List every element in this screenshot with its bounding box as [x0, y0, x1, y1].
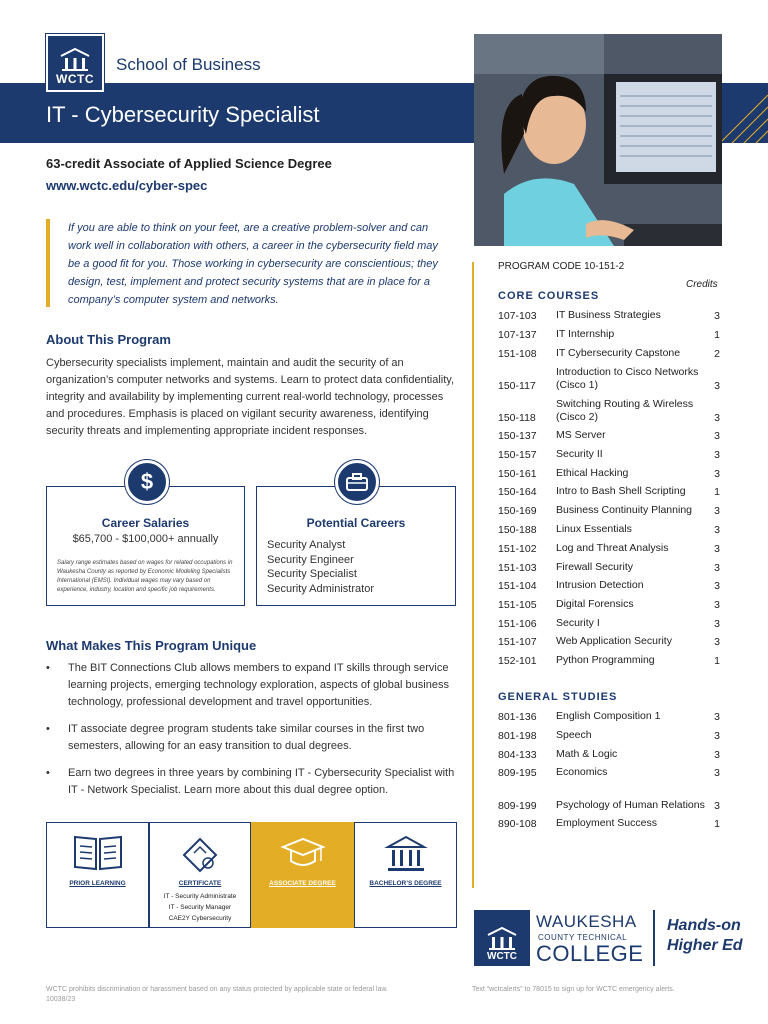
list-item: • The BIT Connections Club allows members to expand IT skills through service learning projects, emerging technology exploration, aspects of global business technology, professional development and travel opportunities. — [46, 660, 456, 711]
course-name: Business Continuity Planning — [556, 504, 692, 516]
course-row — [498, 728, 720, 742]
pathway-prior-learning[interactable] — [46, 822, 149, 928]
course-credits: 3 — [714, 430, 720, 442]
course-row — [498, 578, 720, 592]
page-title: IT - Cybersecurity Specialist — [46, 102, 320, 127]
course-row — [498, 634, 720, 648]
course-name: Psychology of Human Relations — [556, 799, 705, 811]
course-code: 151-103 — [498, 562, 537, 574]
course-code: 152-101 — [498, 655, 537, 667]
unique-heading: What Makes This Program Unique — [46, 638, 257, 653]
course-credits: 3 — [714, 749, 720, 761]
student-photo — [474, 34, 722, 246]
course-code: 809-199 — [498, 800, 537, 812]
pathway-bachelors-degree[interactable] — [354, 822, 457, 928]
course-row — [498, 709, 720, 723]
course-name: Introduction to Cisco Networks (Cisco 1) — [556, 366, 699, 391]
course-code: 150-161 — [498, 468, 537, 480]
course-name: Linux Essentials — [556, 523, 632, 535]
course-row — [498, 747, 720, 761]
course-credits: 3 — [714, 310, 720, 322]
salary-footnote: Salary range estimates based on wages for related occupations in Waukesha County as reported by Economic Modeling Specialists International (EMSI). Individual wages may vary based on experience, industry, location and specific job requirements. — [57, 560, 233, 593]
course-code: 150-157 — [498, 449, 537, 461]
dollar-icon: $ — [125, 460, 169, 504]
course-credits: 3 — [714, 543, 720, 555]
career-item: Security Engineer — [267, 553, 354, 566]
salaries-title: Career Salaries — [101, 516, 190, 530]
course-name: Log and Threat Analysis — [556, 542, 669, 554]
building-icon — [485, 925, 519, 951]
course-name: Switching Routing & Wireless (Cisco 2) — [556, 398, 694, 423]
college-name-line1: WAUKESHA — [536, 912, 637, 931]
logo-text: WCTC — [487, 951, 517, 962]
course-name: English Composition 1 — [556, 710, 661, 722]
course-code: 151-107 — [498, 636, 537, 648]
course-row — [498, 327, 720, 341]
course-name: Employment Success — [556, 817, 657, 829]
course-row — [498, 541, 720, 555]
course-name: Math & Logic — [556, 748, 618, 760]
course-row — [498, 616, 720, 630]
general-studies-heading: GENERAL STUDIES — [498, 691, 618, 703]
briefcase-icon — [335, 460, 379, 504]
pathway-certificate[interactable] — [149, 822, 251, 928]
degree-description: 63-credit Associate of Applied Science Degree — [46, 156, 332, 171]
course-row — [498, 447, 720, 461]
program-url-link[interactable]: www.wctc.edu/cyber-spec — [46, 178, 208, 193]
course-credits: 3 — [714, 636, 720, 648]
course-code: 150-169 — [498, 505, 537, 517]
course-code: 801-136 — [498, 711, 537, 723]
course-credits: 3 — [714, 562, 720, 574]
course-code: 150-137 — [498, 430, 537, 442]
course-credits: 3 — [714, 412, 720, 424]
course-name: MS Server — [556, 429, 606, 441]
pathway-label: PRIOR LEARNING — [69, 880, 126, 887]
about-text: Cybersecurity specialists implement, maintain and audit the security of an organization’s computer networks and systems. Learn to protect data confidentiality, integrity and availability by implementing current real-world technology, processes and procedures. Emphasis is placed on vigilant security awareness, identifying security threats and implementing appropriate incident responses. — [46, 357, 455, 437]
course-code: 151-105 — [498, 599, 537, 611]
list-item: • Earn two degrees in three years by combining IT - Cybersecurity Specialist with IT - Network Specialist. Learn more about this dual degree option. — [46, 765, 456, 799]
course-name: Python Programming — [556, 654, 655, 666]
list-item: • IT associate degree program students take similar courses in the first two semesters, allowing for an easy transition to dual degrees. — [46, 721, 456, 755]
course-row — [498, 784, 720, 812]
course-name: Web Application Security — [556, 635, 672, 647]
credits-header: Credits — [686, 279, 718, 290]
course-credits: 1 — [714, 818, 720, 830]
course-code: 151-106 — [498, 618, 537, 630]
course-row — [498, 365, 720, 392]
tagline-line1: Hands-on — [667, 917, 741, 934]
intro-quote: If you are able to think on your feet, are a creative problem-solver and can work well in collaboration with others, a career in the cybersecurity field may be a good fit for you. Those working in cybersecurity are conscientious; they design, test, implement and protect security systems that are in place for a company’s computer system and networks. — [68, 222, 438, 306]
course-credits: 3 — [714, 580, 720, 592]
course-row — [498, 560, 720, 574]
course-code: 150-117 — [498, 380, 536, 392]
graduation-cap-icon — [279, 833, 327, 873]
pathway-label: CERTIFICATE — [178, 880, 222, 887]
course-code: 151-102 — [498, 543, 537, 555]
certificate-item: IT - Security Administrate — [163, 893, 237, 900]
tagline-line2: Higher Ed — [667, 937, 743, 954]
course-name: Intrusion Detection — [556, 579, 644, 591]
course-credits: 3 — [714, 800, 720, 812]
course-row — [498, 308, 720, 322]
course-code: 801-198 — [498, 730, 537, 742]
program-code: PROGRAM CODE 10-151-2 — [498, 261, 625, 272]
certificate-item: IT - Security Manager — [168, 904, 232, 911]
course-row — [498, 397, 720, 424]
course-row — [498, 466, 720, 480]
course-row — [498, 653, 720, 667]
certificate-item: CAE2Y Cybersecurity — [168, 915, 232, 922]
college-name-line3: COLLEGE — [536, 941, 644, 966]
course-credits: 3 — [714, 599, 720, 611]
course-row — [498, 816, 720, 830]
course-row — [498, 428, 720, 442]
course-name: Economics — [556, 766, 608, 778]
potential-careers-card — [256, 486, 456, 606]
certificate-icon — [178, 833, 222, 875]
careers-list — [267, 538, 374, 596]
quote-accent — [46, 219, 50, 307]
certificate-list — [150, 891, 250, 924]
course-code: 107-137 — [498, 329, 537, 341]
course-code: 150-118 — [498, 412, 536, 424]
wctc-logo[interactable] — [46, 34, 104, 92]
university-icon — [384, 833, 428, 875]
course-row — [498, 597, 720, 611]
course-credits: 1 — [714, 655, 720, 667]
course-name: IT Cybersecurity Capstone — [556, 347, 681, 359]
course-name: Digital Forensics — [556, 598, 634, 610]
book-icon — [72, 833, 124, 873]
course-credits: 3 — [714, 505, 720, 517]
decorative-stripes — [720, 83, 768, 143]
column-divider — [472, 262, 474, 888]
building-icon — [58, 46, 92, 72]
tagline-divider — [653, 910, 655, 966]
career-item: Security Specialist — [267, 568, 357, 580]
course-name: Security II — [556, 448, 603, 460]
footer-code: 10038/23 — [46, 996, 76, 1003]
career-item: Security Analyst — [267, 539, 346, 551]
course-credits: 1 — [714, 329, 720, 341]
salary-range: $65,700 - $100,000+ annually — [72, 533, 219, 545]
course-credits: 3 — [714, 730, 720, 742]
course-row — [498, 522, 720, 536]
course-name: IT Business Strategies — [556, 309, 661, 321]
course-row — [498, 765, 720, 779]
course-credits: 3 — [714, 767, 720, 779]
footer-disclaimer — [46, 985, 388, 1005]
career-salaries-card — [46, 469, 245, 606]
school-name: School of Business — [116, 55, 261, 74]
course-credits: 3 — [714, 524, 720, 536]
course-credits: 3 — [714, 449, 720, 461]
course-credits: 3 — [714, 711, 720, 723]
course-code: 151-108 — [498, 348, 537, 360]
course-credits: 3 — [714, 468, 720, 480]
course-row — [498, 503, 720, 517]
course-code: 151-104 — [498, 580, 537, 592]
career-item: Security Administrator — [267, 582, 374, 595]
course-name: Ethical Hacking — [556, 467, 629, 479]
tagline — [667, 916, 743, 956]
course-name: Security I — [556, 617, 600, 629]
pathway-associate-degree[interactable] — [251, 822, 354, 928]
course-credits: 3 — [714, 380, 720, 392]
college-name-line2: COUNTY TECHNICAL — [538, 933, 628, 942]
footer-text: WCTC prohibits discrimination or harassment based on any status protected by applicable state or federal law. — [46, 986, 389, 993]
about-heading: About This Program — [46, 332, 171, 347]
course-name: Firewall Security — [556, 561, 634, 573]
course-code: 809-195 — [498, 767, 537, 779]
course-code: 107-103 — [498, 310, 537, 322]
college-logo[interactable] — [474, 910, 530, 966]
careers-title: Potential Careers — [306, 516, 406, 530]
footer-alerts: Text “wctcalerts” to 78015 to sign up for WCTC emergency alerts. — [472, 986, 675, 993]
course-row — [498, 484, 720, 498]
course-code: 890-108 — [498, 818, 537, 830]
course-credits: 1 — [714, 486, 720, 498]
pathway-label: ASSOCIATE DEGREE — [269, 880, 336, 887]
core-courses-heading: CORE COURSES — [498, 290, 600, 302]
course-row — [498, 346, 720, 360]
course-name: Intro to Bash Shell Scripting — [556, 485, 686, 497]
course-credits: 2 — [714, 348, 720, 360]
logo-text: WCTC — [56, 72, 94, 86]
course-name: Speech — [556, 729, 592, 741]
unique-list — [46, 660, 456, 809]
course-code: 150-188 — [498, 524, 537, 536]
course-name: IT Internship — [556, 328, 615, 340]
course-code: 150-164 — [498, 486, 537, 498]
pathway-label: BACHELOR’S DEGREE — [369, 880, 442, 887]
course-code: 804-133 — [498, 749, 537, 761]
course-credits: 3 — [714, 618, 720, 630]
